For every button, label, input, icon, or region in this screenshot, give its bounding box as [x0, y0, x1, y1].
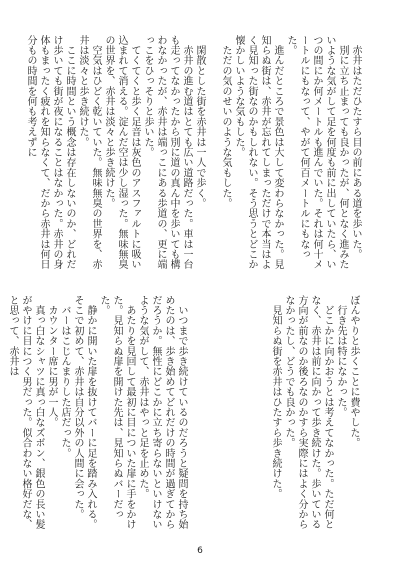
paragraph: 閑散とした街を赤井は一人で歩く。 — [194, 35, 205, 209]
paragraph: ここに時間という概念は存在しないのか、どれだけ歩いても街が夜になることはなかった。赤井の身体もまったく疲れを知らなくて、だから赤井は何日分もの時間を何も考えずに — [25, 35, 75, 270]
paragraph: ぼんやりと歩くことに費やした。 — [348, 295, 359, 448]
paragraph: 真っ白なシャツに真っ白なズボン、銀色の長い髪がやけに目につく男だった。似合わない格好だな、と思って、赤井は — [7, 295, 44, 530]
paragraph: バーはこじんまりした店だった。 — [59, 295, 70, 459]
paragraph: 行き先は特になかった。 — [335, 295, 346, 418]
paragraph: 進んだところで景色は大して変わらなかった。見知らぬ街は、赤井が忘れてしまっただけで本当はよく見知った街なのかもしれない。そう思うとどこか懐かしいような気もした。 — [233, 35, 283, 270]
paragraph: てくてくと歩く足音は灰色のアスファルトに吸い込まれて消える。淀んだ空は少し湿った。無味無臭の世界を、赤井は淡々と歩き続けた。 — [103, 35, 140, 270]
paragraph: 赤井はただひたすら目の前にある道を歩いた。 — [350, 35, 361, 260]
paragraph: 空気はひどく乾いていた。無味無臭の世界を、赤井は淡々と歩き続けた。 — [77, 35, 101, 270]
text-block-bottom-right — [205, 295, 360, 535]
paragraph: 見知らぬ街を赤井はひたすら歩き続けた。 — [270, 295, 281, 499]
paragraph: 別に立ち止まっても良かったが、何となく進みたいような気がして足を何度も前に出していたら、いつの間にか何メートルも進んでいた。それは何十メートルにもなって、やがて何百メートルにもなった。 — [285, 35, 348, 270]
paragraph: カウンター席に男が一人。 — [46, 295, 57, 428]
text-block-top — [25, 35, 362, 275]
paragraph: 赤井の進む道はとても広い道路だった。車は一台も走ってなかったから別に道の真ん中を歩いても構わなかったが、赤井は端っこにある歩道の、更に端っこをひっそりと歩いた。 — [142, 35, 192, 270]
paragraph: 静かに開いた扉を抜けてバーに足を踏み入れる。そこで初めて、赤井は自分以外の人間に会った。 — [72, 295, 96, 530]
paragraph: どこかに向かおうとは考えてなかった。ただ何となく、赤井は前に向かって歩き続けた。歩いている方向が前なのか後ろなのかすら実際にはよく分からなかったし、どうでも良かった。 — [283, 295, 333, 530]
page-number: 6 — [197, 546, 203, 556]
paragraph-spacer — [206, 35, 219, 275]
paragraph: あたりを見回して最初に目についた扉に手をかけた。見知らぬ扉を開けた先は、見知らぬバーだった。 — [98, 295, 135, 530]
paragraph: ただの気のせいのような気もした。 — [220, 35, 231, 209]
text-block-bottom-left — [7, 295, 188, 535]
paragraph: いつまで歩き続けているのだろうと疑問を持ち始めたのは、歩き始めてどれだけの時間が過ぎてからだろうか。無性にどこかに立ち寄らないといけないような気がして、赤井はやっと足を止めた。 — [137, 295, 187, 530]
